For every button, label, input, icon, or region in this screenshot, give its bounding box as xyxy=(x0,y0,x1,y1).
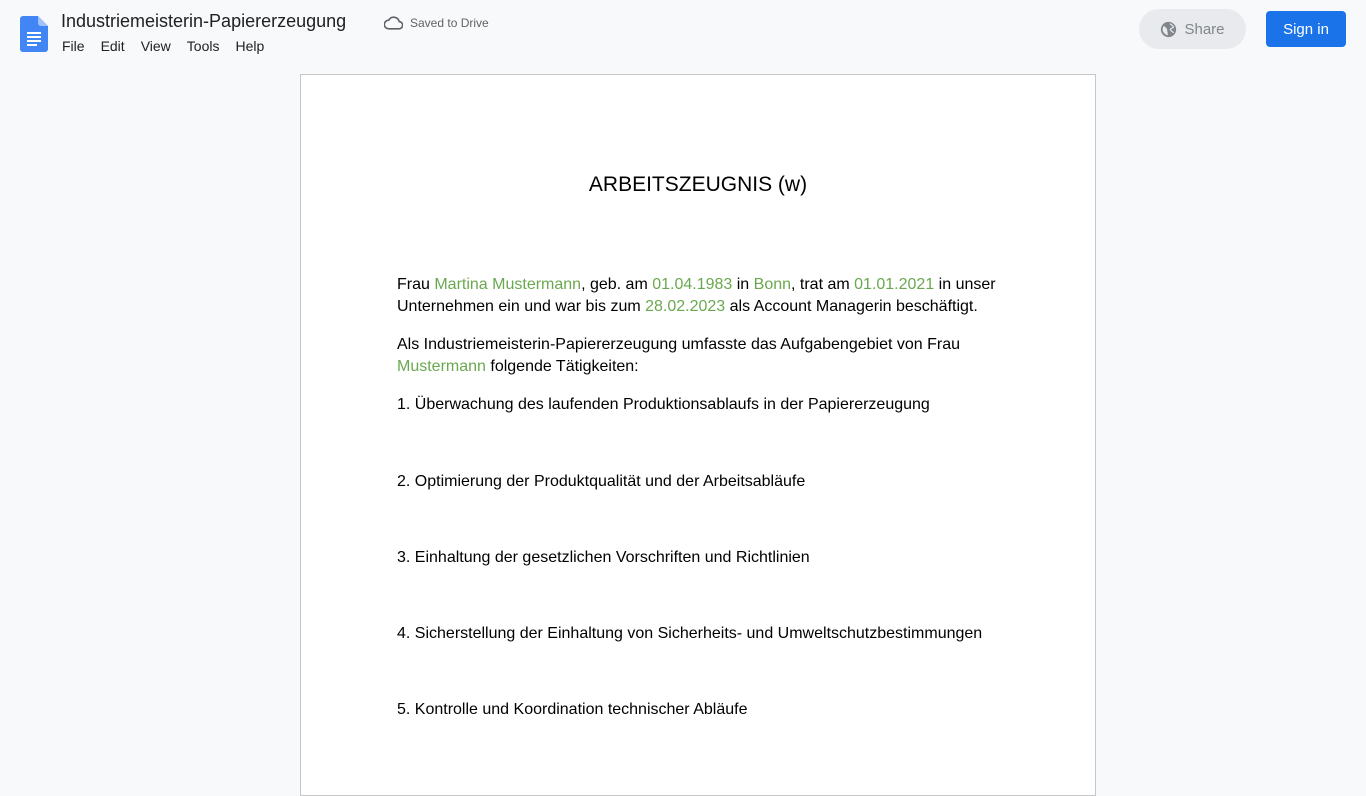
text-segment: in unser Unternehmen ein und war bis zum xyxy=(397,276,996,315)
employee-surname: Mustermann xyxy=(397,358,486,375)
text-segment: Frau xyxy=(397,276,435,293)
menu-view[interactable]: View xyxy=(140,38,171,54)
task-item: 1. Überwachung des laufenden Produktionsablaufs in der Papiererzeugung xyxy=(397,396,930,413)
birth-date: 01.04.1983 xyxy=(652,276,733,293)
share-button[interactable] xyxy=(1139,9,1246,49)
task-item: 4. Sicherstellung der Einhaltung von Sicherheits- und Umweltschutzbestimmungen xyxy=(397,625,983,642)
task-item: 2. Optimierung der Produktqualität und der Arbeitsabläufe xyxy=(397,473,806,490)
birth-city: Bonn xyxy=(753,276,792,293)
text-segment: Als Industriemeisterin-Papiererzeugung umfasste das Aufgabengebiet von Frau xyxy=(397,336,960,353)
save-status xyxy=(384,13,489,33)
cloud-done-icon xyxy=(384,16,403,30)
duties-intro-paragraph xyxy=(397,334,999,378)
save-status-label: Saved to Drive xyxy=(410,16,489,30)
intro-paragraph xyxy=(397,274,999,318)
document-page[interactable] xyxy=(300,74,1096,796)
start-date: 01.01.2021 xyxy=(854,276,935,293)
text-segment: als Account Managerin beschäftigt. xyxy=(725,298,978,315)
text-segment: in xyxy=(732,276,754,293)
top-bar xyxy=(0,0,1366,64)
share-label: Share xyxy=(1184,20,1225,38)
text-segment: , geb. am xyxy=(581,276,653,293)
document-title[interactable]: Industriemeisterin-Papiererzeugung xyxy=(61,11,347,31)
employee-name: Martina Mustermann xyxy=(434,276,582,293)
task-item: 3. Einhaltung der gesetzlichen Vorschriften und Richtlinien xyxy=(397,549,810,566)
menu-tools[interactable]: Tools xyxy=(186,38,220,54)
menu-file[interactable]: File xyxy=(62,38,85,54)
menu-help[interactable]: Help xyxy=(235,38,265,54)
text-segment: , trat am xyxy=(791,276,855,293)
menu-edit[interactable]: Edit xyxy=(100,38,125,54)
end-date: 28.02.2023 xyxy=(645,298,726,315)
task-item: 5. Kontrolle und Koordination technischer Abläufe xyxy=(397,701,748,718)
globe-icon xyxy=(1160,21,1177,38)
menu-bar xyxy=(54,36,272,58)
text-segment: folgende Tätigkeiten: xyxy=(485,358,639,375)
document-heading: ARBEITSZEUGNIS (w) xyxy=(588,173,808,196)
docs-logo-icon[interactable] xyxy=(20,16,48,52)
sign-in-button[interactable]: Sign in xyxy=(1266,11,1346,47)
